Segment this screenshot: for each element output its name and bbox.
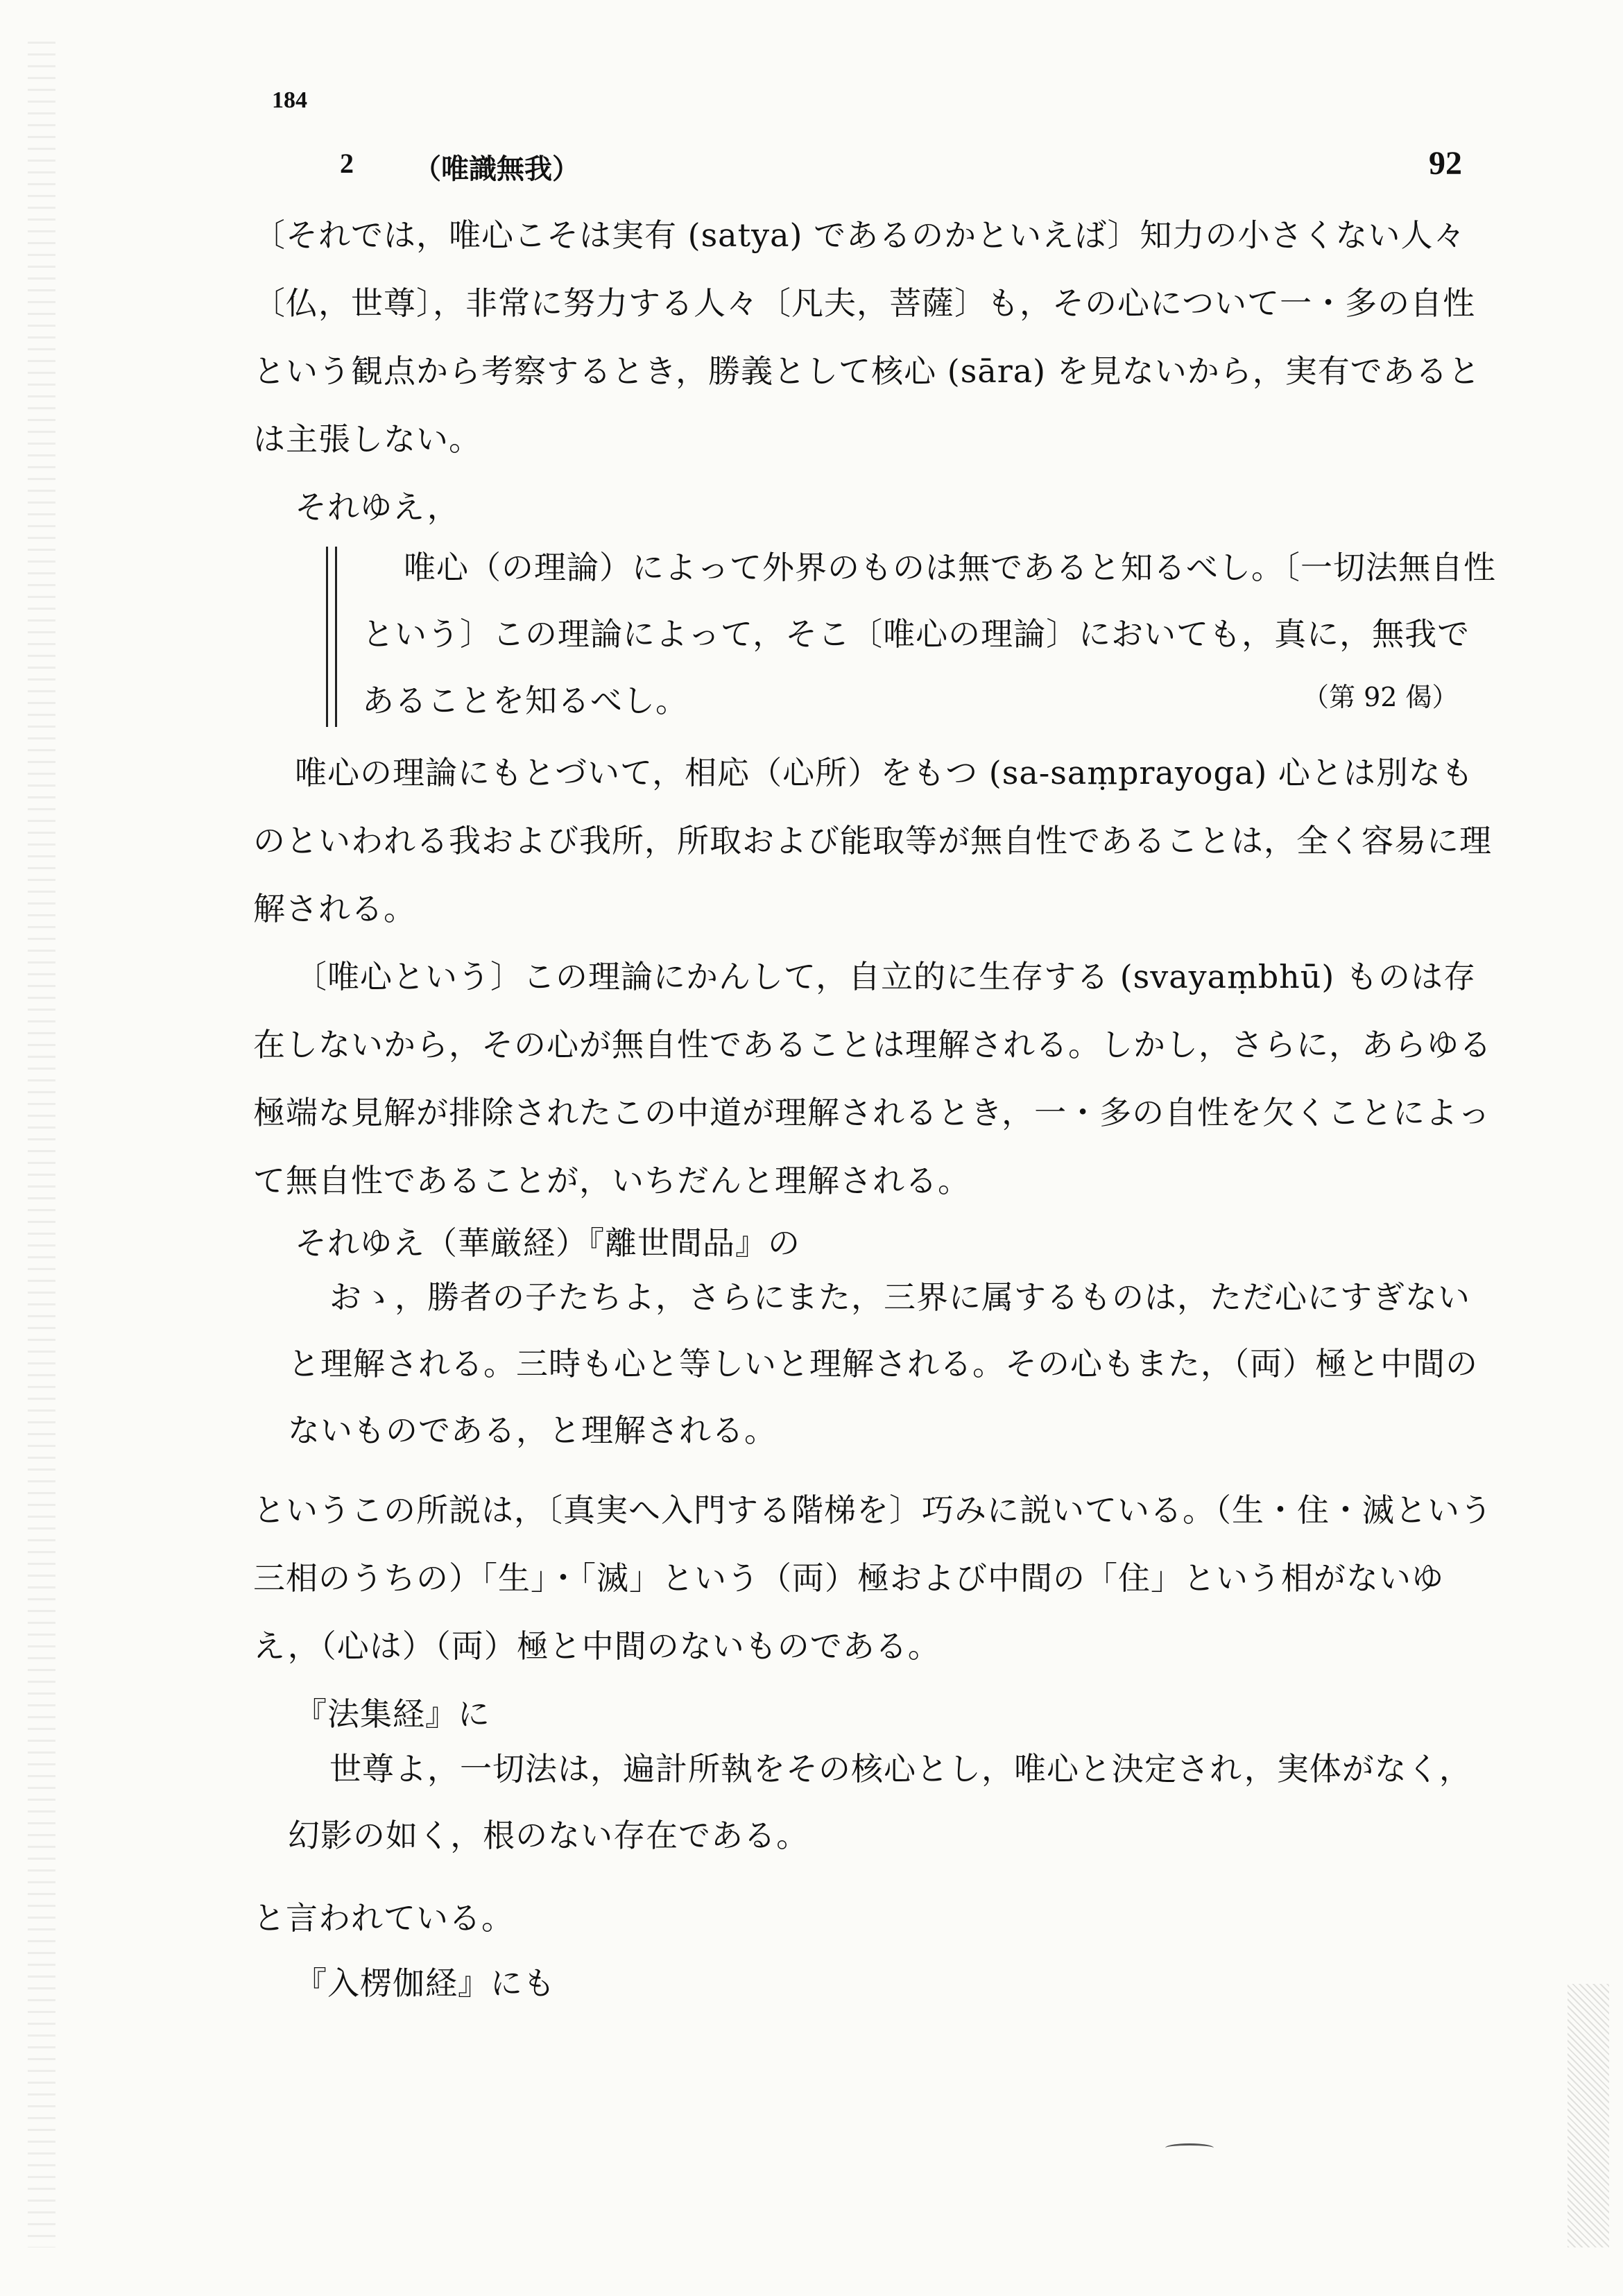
quotation-1: おゝ，勝者の子たちよ，さらにまた，三界に属するものは，ただ心にすぎないと理解される。三時も心と等しいと理解される。その心もまた，（両）極と中間のないものである，と理解される。 xyxy=(288,1278,1478,1449)
paragraph-therefore: それゆえ， xyxy=(295,488,460,526)
section-title: （唯識無我） xyxy=(413,153,580,185)
paragraph-closing: と言われている。 xyxy=(253,1899,514,1937)
section-number: 2 xyxy=(340,148,354,179)
quotation-2: 世尊よ，一切法は，遍計所執をその核心とし，唯心と決定され，実体がなく，幻影の如く，根のない存在である。 xyxy=(288,1750,1472,1854)
paragraph-commentary-1: 唯心の理論にもとづいて，相応（心所）をもつ (sa-saṃprayoga) 心とは別なものといわれる我および我所，所取および能取等が無自性であることは，全く容易に理解される。 xyxy=(253,754,1492,927)
paragraph-intro: 〔それでは，唯心こそは実有 (satya) であるのかといえば〕知力の小さくない人々〔仏，世尊〕，非常に努力する人々〔凡夫，菩薩〕も，その心について一・多の自性という観点から考察するとき，勝義として核心 (sāra) を見ないから，実有であるとは主張しない。 xyxy=(253,216,1481,458)
scan-noise-right xyxy=(1568,1984,1609,2247)
verse-block xyxy=(326,534,1505,728)
paragraph-citation-intro-3: 『入楞伽経』にも xyxy=(295,1964,556,2002)
paragraph-citation-intro-2: 『法集経』に xyxy=(295,1695,490,1733)
verse-double-rule xyxy=(326,547,337,727)
verse-number: 92 xyxy=(1429,145,1462,182)
paragraph-commentary-3: というこの所説は，〔真実へ入門する階梯を〕巧みに説いている。（生・住・滅という三相のうちの）「生」・「滅」という（両）極および中間の「住」という相がないゆえ，（心は）（両）極と中間のないものである。 xyxy=(253,1491,1493,1665)
paragraph-citation-intro-1: それゆえ（華厳経）『離世間品』の xyxy=(295,1224,800,1262)
page-number: 184 xyxy=(272,87,307,113)
scan-noise-left xyxy=(28,42,55,2247)
paragraph-commentary-2: 〔唯心という〕この理論にかんして，自立的に生存する (svayaṃbhū) ものは存在しないから，その心が無自性であることは理解される。しかし，さらに，あらゆる極端な見解が排除されたこの中道が理解されるとき，一・多の自性を欠くことによって無自性であることが，いちだんと理解される。 xyxy=(253,958,1492,1199)
verse-label: （第 92 偈） xyxy=(1303,682,1459,712)
verse-text: 唯心（の理論）によって外界のものは無であると知るべし。〔一切法無自性という〕この理論によって，そこ〔唯心の理論〕においても，真に，無我であることを知るべし。 xyxy=(362,549,1496,719)
ink-smudge xyxy=(1165,2143,1214,2152)
